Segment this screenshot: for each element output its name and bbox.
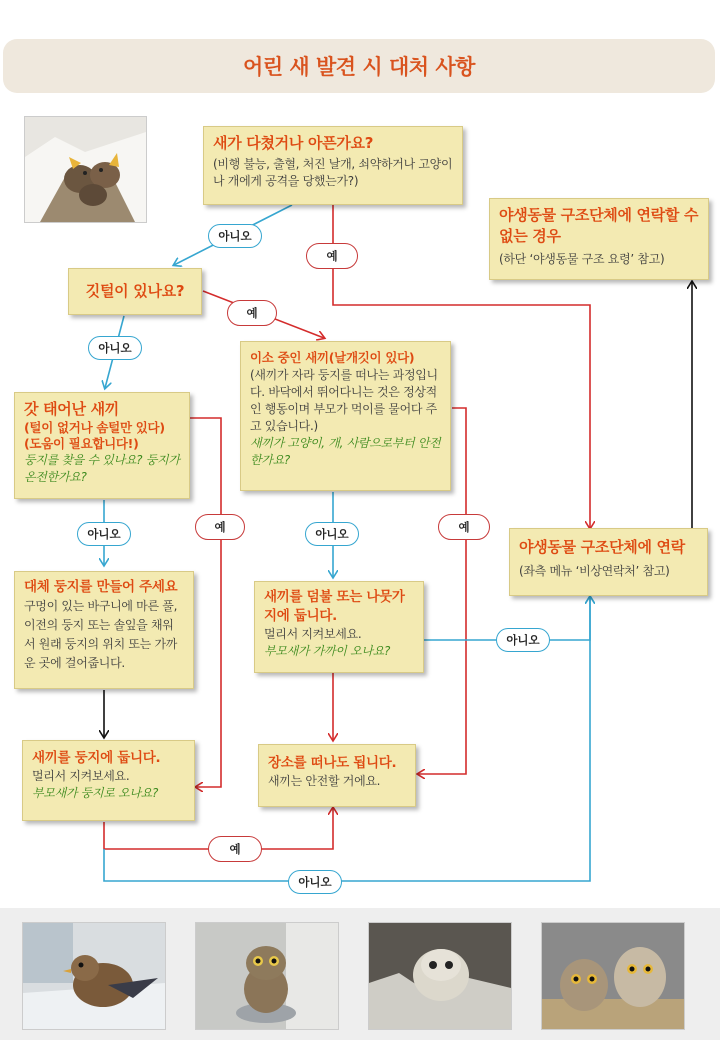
- fledgling-detail: (새끼가 자라 둥지를 떠나는 과정입니다. 바닥에서 뛰어다니는 것은 정상적인 행동이며 부모가 먹이를 물어다 주고 있습니다.): [250, 368, 438, 433]
- leave-detail: 새끼는 안전할 거에요.: [268, 774, 381, 788]
- injured-question-title: 새가 다쳤거나 아픈가요?: [213, 134, 374, 152]
- hatchling-box: [14, 392, 190, 499]
- cannot-contact-detail: (하단 ‘야생동물 구조 요령’ 참고): [499, 252, 665, 266]
- hatchling-help-note: (도움이 필요합니다!): [24, 436, 139, 451]
- no-label: 아니오: [77, 522, 131, 546]
- fledgling-question: 새끼가 고양이, 개, 사람으로부터 안전한가요?: [250, 436, 441, 467]
- fledgling-title: 이소 중인 새끼(날개깃이 있다): [250, 350, 415, 365]
- page-title: 어린 새 발견 시 대처 사항: [243, 55, 475, 79]
- injured-question-box: [203, 126, 463, 205]
- hatchling-subtitle: (털이 없거나 솜털만 있다): [24, 420, 165, 435]
- put-nest-question: 부모새가 둥지로 오나요?: [32, 786, 159, 800]
- cannot-contact-title: 야생동물 구조단체에 연락할 수 없는 경우: [499, 206, 699, 245]
- yes-label: 예: [195, 514, 245, 540]
- owlet-photo: [195, 922, 339, 1030]
- no-label: 아니오: [88, 336, 142, 360]
- make-nest-box: [14, 571, 194, 689]
- feathers-question-box: [68, 268, 202, 315]
- bush-box: [254, 581, 424, 673]
- leave-title: 장소를 떠나도 됩니다.: [268, 755, 397, 771]
- cannot-contact-box: [489, 198, 709, 280]
- no-label: 아니오: [288, 870, 342, 894]
- yes-label: 예: [227, 300, 277, 326]
- make-nest-detail: 구멍이 있는 바구니에 마른 풀, 이전의 둥지 또는 솔잎을 채워서 원래 둥지의 위치 또는 가까운 곳에 걸어줍니다.: [24, 599, 178, 670]
- fledgling-bird-photo: [22, 922, 166, 1030]
- injured-question-detail: (비행 불능, 출혈, 처진 날개, 쇠약하거나 고양이나 개에게 공격을 당했는가?): [213, 157, 453, 188]
- contact-rescue-title: 야생동물 구조단체에 연락: [519, 538, 685, 556]
- no-label: 아니오: [208, 224, 262, 248]
- owl-chicks-photo: [541, 922, 685, 1030]
- put-nest-detail: 멀리서 지켜보세요.: [32, 769, 130, 783]
- hatchling-question: 둥지를 찾을 수 있나요? 둥지가 온전한가요?: [24, 453, 180, 484]
- no-label: 아니오: [305, 522, 359, 546]
- bush-title: 새끼를 덤불 또는 나뭇가지에 둡니다.: [264, 589, 405, 624]
- put-nest-box: [22, 740, 195, 821]
- feathers-question-title: 깃털이 있나요?: [85, 282, 185, 300]
- yes-label: 예: [306, 243, 358, 269]
- contact-rescue-box: [509, 528, 708, 596]
- bush-detail: 멀리서 지켜보세요.: [264, 627, 362, 641]
- fluffy-owlet-photo: [368, 922, 512, 1030]
- put-nest-title: 새끼를 둥지에 둡니다.: [32, 750, 161, 766]
- make-nest-title: 대체 둥지를 만들어 주세요: [24, 579, 178, 595]
- yes-label: 예: [438, 514, 490, 540]
- contact-rescue-detail: (좌측 메뉴 ‘비상연락처’ 참고): [519, 564, 670, 578]
- bush-question: 부모새가 가까이 오나요?: [264, 644, 391, 658]
- fledgling-box: [240, 341, 451, 491]
- yes-label: 예: [208, 836, 262, 862]
- leave-box: [258, 744, 416, 807]
- hatchling-title: 갓 태어난 새끼: [24, 400, 119, 418]
- no-label: 아니오: [496, 628, 550, 652]
